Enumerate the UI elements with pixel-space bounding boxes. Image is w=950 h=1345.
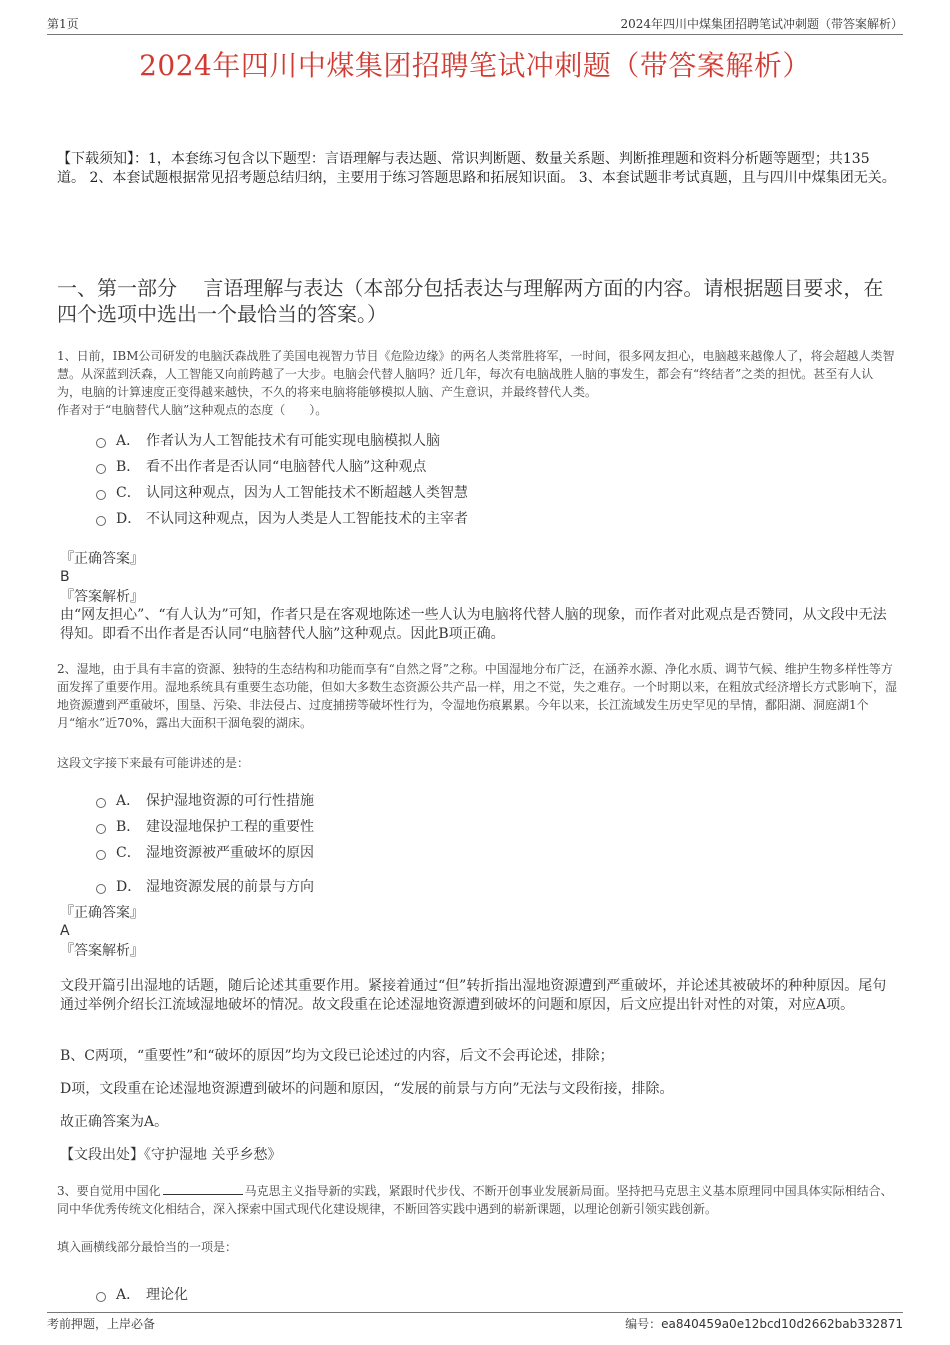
- radio-icon[interactable]: [96, 1292, 106, 1302]
- radio-icon[interactable]: [96, 824, 106, 834]
- q3-option-a[interactable]: A． 理论化: [96, 1284, 188, 1304]
- page-header: [47, 14, 903, 35]
- q1-option-d[interactable]: D． 不认同这种观点，因为人类是人工智能技术的主宰者: [96, 508, 468, 528]
- q2-answer: A: [60, 923, 70, 939]
- question-1-text: 1、日前，IBM公司研发的电脑沃森战胜了美国电视智力节目《危险边缘》的两名人类常胜将军，一时间，很多网友担心，电脑越来越像人了，将会超越人类智慧。从深蓝到沃森，人工智能又向前跨越了一大步。电脑会代替人脑吗？近几年，每次有电脑战胜人脑的事发生，都会有“终结者”之类的担忧。甚至有人认为，电脑的计算速度正变得越来越快，不久的将来电脑将能够模拟人脑、产生意识，并最终替代人类。: [57, 349, 895, 399]
- q1-answer-label: 『正确答案』: [60, 551, 144, 567]
- q1-analysis: 由“网友担心”、“有人认为”可知，作者只是在客观地陈述一些人认为电脑将代替人脑的现象，而作者对此观点是否赞同，从文段中无法得知。即看不出作者是否认同“电脑替代人脑”这种观点。因此B项正确。: [60, 607, 887, 642]
- q2-option-c[interactable]: C． 湿地资源被严重破坏的原因: [96, 842, 314, 862]
- q2-source: 【文段出处】《守护湿地 关乎乡愁》: [60, 1147, 282, 1163]
- footer-code: [625, 1315, 903, 1333]
- radio-icon[interactable]: [96, 464, 106, 474]
- question-3-prompt: 填入画横线部分最恰当的一项是：: [57, 1240, 238, 1254]
- radio-icon[interactable]: [96, 884, 106, 894]
- q1-answer: B: [60, 569, 70, 585]
- q2-option-b[interactable]: B． 建设湿地保护工程的重要性: [96, 816, 314, 836]
- question-3-text-after: 马克思主义指导新的实践，紧跟时代步伐、不断开创事业发展新局面。坚持把马克思主义基本原理同中国具体实际相结合、同中华优秀传统文化相结合，深入探索中国式现代化建设规律，不断回答实践中遇到的崭新课题，以理论创新引领实践创新。: [57, 1184, 893, 1216]
- question-1-prompt: 作者对于“电脑替代人脑”这种观点的态度（ ）。: [57, 403, 328, 417]
- question-3-text: [57, 1182, 897, 1218]
- document-title: 2024年四川中煤集团招聘笔试冲刺题（带答案解析）: [139, 49, 811, 82]
- q2-analysis-1: 文段开篇引出湿地的话题，随后论述其重要作用。紧接着通过“但”转折指出湿地资源遭到严重破坏，并论述其被破坏的种种原因。尾句通过举例介绍长江流域湿地破坏的情况。故文段重在论述湿地资源遭到破坏的问题和原因，后文应提出针对性的对策，对应A项。: [60, 978, 887, 1013]
- radio-icon[interactable]: [96, 490, 106, 500]
- q2-analysis-2: B、C两项，“重要性”和“破坏的原因”均为文段已论述过的内容，后文不会再论述，排除；: [60, 1048, 614, 1064]
- question-1: [57, 347, 897, 419]
- q2-answer-label: 『正确答案』: [60, 905, 144, 921]
- page-footer: [47, 1312, 903, 1333]
- q1-option-a[interactable]: A． 作者认为人工智能技术有可能实现电脑模拟人脑: [96, 430, 440, 450]
- radio-icon[interactable]: [96, 850, 106, 860]
- q2-analysis-4: 故正确答案为A。: [60, 1114, 169, 1130]
- radio-icon[interactable]: [96, 516, 106, 526]
- radio-icon[interactable]: [96, 438, 106, 448]
- footer-slogan: 考前押题，上岸必备: [47, 1317, 156, 1331]
- q2-analysis-3: D项，文段重在论述湿地资源遭到破坏的问题和原因，“发展的前景与方向”无法与文段衔接，排除。: [60, 1081, 674, 1097]
- footer-code-label: 编号：: [625, 1317, 662, 1331]
- q2-analysis-label: 『答案解析』: [60, 943, 144, 959]
- header-doc-title: 2024年四川中煤集团招聘笔试冲刺题（带答案解析）: [620, 17, 903, 31]
- download-notice: 【下载须知】：1，本套练习包含以下题型：言语理解与表达题、常识判断题、数量关系题、判断推理题和资料分析题等题型；共135道。 2、本套试题根据常见招考题总结归纳，主要用于练习答题思路和拓展知识面。 3、本套试题非考试真题，且与四川中煤集团无关。: [57, 151, 896, 186]
- q1-analysis-label: 『答案解析』: [60, 589, 144, 605]
- question-2-text: 2、湿地，由于具有丰富的资源、独特的生态结构和功能而享有“自然之肾”之称。中国湿地分布广泛，在涵养水源、净化水质、调节气候、维护生物多样性等方面发挥了重要作用。湿地系统具有重要生态功能，但如大多数生态资源公共产品一样，用之不觉，失之难存。一个时期以来，在粗放式经济增长方式影响下，湿地资源遭到严重破坏，围垦、污染、非法侵占、过度捕捞等破坏性行为，令湿地伤痕累累。今年以来，长江流域发生历史罕见的旱情，鄱阳湖、洞庭湖1个月“缩水”近70%，露出大面积干涸龟裂的湖床。: [57, 662, 898, 730]
- page-number: 第1页: [47, 17, 79, 31]
- q2-option-d[interactable]: D． 湿地资源发展的前景与方向: [96, 876, 314, 896]
- section-heading: 一、第一部分 言语理解与表达（本部分包括表达与理解两方面的内容。请根据题目要求，在四个选项中选出一个最恰当的答案。）: [57, 276, 884, 326]
- footer-code-value: ea840459a0e12bcd10d2662bab332871: [661, 1317, 903, 1331]
- question-2-prompt: 这段文字接下来最有可能讲述的是：: [57, 756, 250, 770]
- q1-option-b[interactable]: B． 看不出作者是否认同“电脑替代人脑”这种观点: [96, 456, 426, 476]
- q1-option-c[interactable]: C． 认同这种观点，因为人工智能技术不断超越人类智慧: [96, 482, 468, 502]
- fill-blank: [163, 1182, 243, 1195]
- q2-option-a[interactable]: A． 保护湿地资源的可行性措施: [96, 790, 314, 810]
- question-3-text-before: 3、要自觉用中国化: [57, 1184, 161, 1198]
- radio-icon[interactable]: [96, 798, 106, 808]
